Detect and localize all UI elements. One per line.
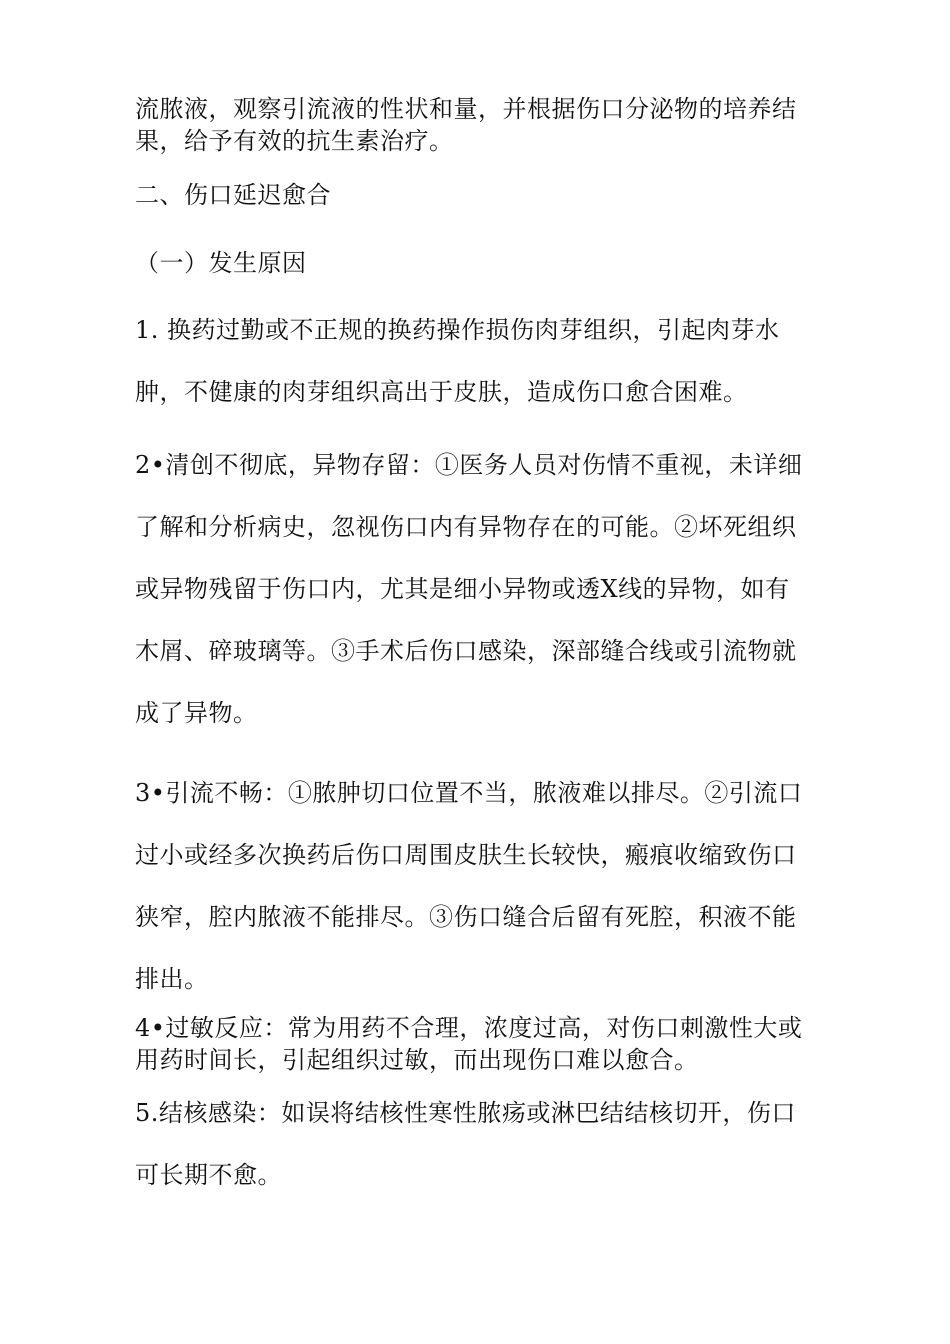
text-line: 可长期不愈。: [135, 1161, 282, 1189]
paragraph-item-5: [135, 1082, 835, 1206]
text-line: （一）发生原因: [135, 249, 307, 277]
text-line: 4•过敏反应：常为用药不合理，浓度过高，对伤口刺激性大或: [135, 1014, 803, 1042]
paragraph-item-4: [135, 1012, 835, 1076]
text-line: 肿，不健康的肉芽组织高出于皮肤，造成伤口愈合困难。: [135, 378, 748, 406]
text-line: 2•清创不彻底，异物存留：①医务人员对伤情不重视，未详细: [135, 451, 803, 479]
text-line: 二、伤口延迟愈合: [135, 181, 331, 209]
text-line: 或异物残留于伤口内，尤其是细小异物或透X线的异物，如有: [135, 575, 790, 603]
text-line: 5.结核感染：如误将结核性寒性脓疡或淋巴结结核切开，伤口: [135, 1099, 796, 1127]
paragraph-item-1: [135, 299, 835, 423]
section-heading: [135, 179, 835, 211]
text-line: 用药时间长，引起组织过敏，而出现伤口难以愈合。: [135, 1046, 699, 1074]
text-line: 木屑、碎玻璃等。③手术后伤口感染，深部缝合线或引流物就: [135, 637, 797, 665]
text-line: 成了异物。: [135, 699, 258, 727]
text-line: 1. 换药过勤或不正规的换药操作损伤肉芽组织，引起肉芽水: [135, 316, 780, 344]
paragraph-item-2: [135, 434, 835, 744]
text-line: 狭窄，腔内脓液不能排尽。③伤口缝合后留有死腔，积液不能: [135, 903, 797, 931]
paragraph-item-3: [135, 762, 835, 1010]
text-line: 果，给予有效的抗生素治疗。: [135, 127, 454, 155]
text-line: 过小或经多次换药后伤口周围皮肤生长较快，瘢痕收缩致伤口: [135, 841, 797, 869]
subsection-heading: [135, 247, 835, 279]
text-line: 3•引流不畅：①脓肿切口位置不当，脓液难以排尽。②引流口: [135, 779, 803, 807]
paragraph-drainage-continuation: [135, 93, 835, 157]
text-line: 排出。: [135, 965, 209, 993]
text-line: 流脓液，观察引流液的性状和量，并根据伤口分泌物的培养结: [135, 95, 797, 123]
text-line: 了解和分析病史，忽视伤口内有异物存在的可能。②坏死组织: [135, 513, 797, 541]
